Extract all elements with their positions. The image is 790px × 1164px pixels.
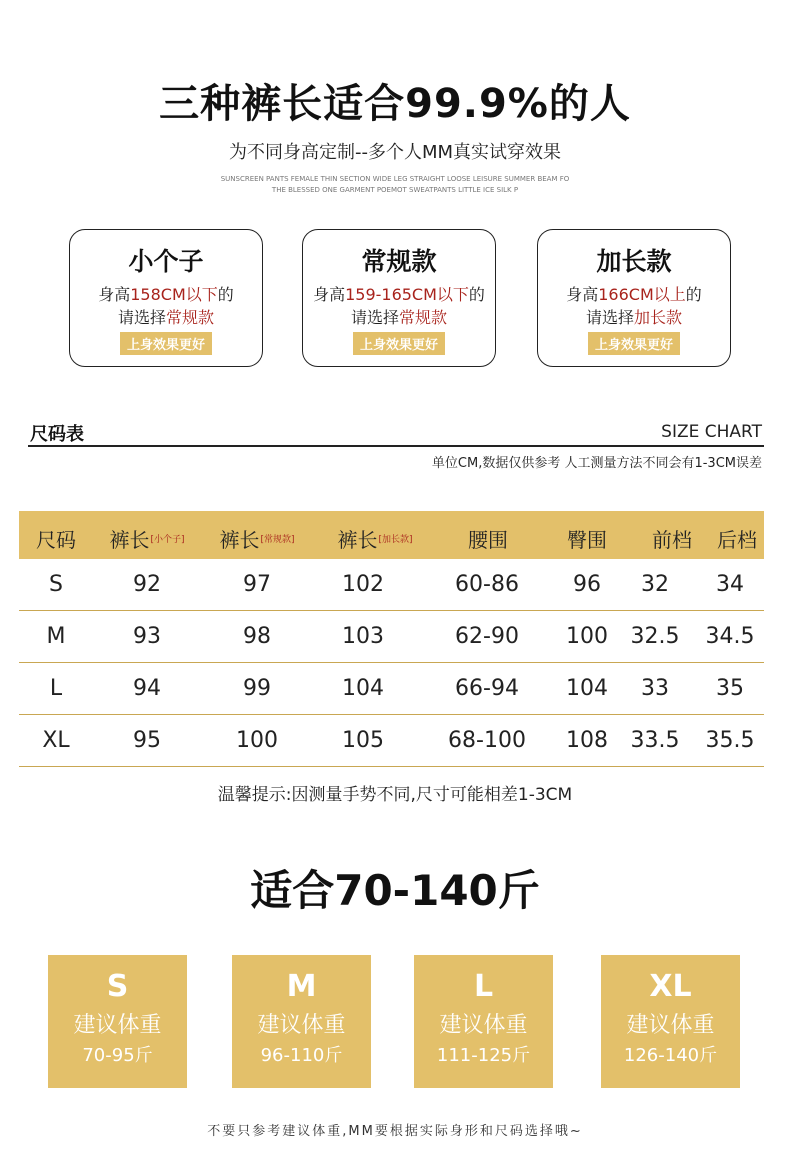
header-cell: 裤长 [加长款]: [337, 527, 413, 552]
length-card-regular: [302, 229, 496, 367]
weight-box-xl: [601, 955, 740, 1088]
size-chart-title-cn: 尺码表: [30, 424, 84, 445]
weight-label: 建议体重: [257, 1013, 346, 1038]
card-height-line: 身高158CM以下的: [98, 285, 234, 304]
table-cell: 34: [716, 572, 744, 597]
size-chart-title-en: SIZE CHART: [661, 422, 762, 442]
table-cell: XL: [42, 728, 70, 753]
table-cell: 100: [236, 728, 278, 753]
table-cell: 104: [566, 676, 608, 701]
table-cell: 35.5: [705, 728, 755, 753]
table-cell: 99: [243, 676, 271, 701]
header-cell: 尺码: [36, 527, 76, 552]
card-badge: 上身效果更好: [120, 332, 212, 355]
table-cell: 102: [342, 572, 384, 597]
table-cell: 34.5: [705, 624, 755, 649]
weight-range: 111-125斤: [436, 1045, 531, 1066]
weight-size: S: [106, 969, 129, 1004]
table-cell: 32.5: [630, 624, 680, 649]
card-height-line: 身高166CM以上的: [566, 285, 702, 304]
page-title: 三种裤长适合99.9%的人: [159, 81, 631, 127]
table-cell: 35: [716, 676, 744, 701]
footer-note: 不要只参考建议体重,MM要根据实际身形和尺码选择哦~: [207, 1124, 583, 1139]
header-cell: 前档: [652, 527, 692, 552]
weight-size: M: [286, 969, 317, 1004]
table-cell: 60-86: [455, 572, 519, 597]
header-cell: 裤长 [小个子]: [109, 527, 185, 552]
size-table-header: [19, 511, 764, 559]
weight-label: 建议体重: [626, 1013, 715, 1038]
table-cell: 93: [133, 624, 161, 649]
table-row: [19, 559, 764, 611]
table-cell: L: [49, 676, 63, 701]
table-cell: 98: [243, 624, 271, 649]
section-divider: [28, 445, 764, 447]
table-cell: 62-90: [455, 624, 519, 649]
table-cell: 92: [133, 572, 161, 597]
header-cell: 后档: [717, 527, 757, 552]
table-cell: M: [46, 624, 66, 649]
length-card-petite: [69, 229, 263, 367]
english-caption-line1: SUNSCREEN PANTS FEMALE THIN SECTION WIDE LEG STRAIGHT LOOSE LEISURE SUMMER BEAM FO: [220, 175, 570, 183]
size-table: [19, 511, 764, 767]
fit-weight-title: 适合70-140斤: [250, 866, 540, 915]
measurement-tip: 温馨提示:因测量手势不同,尺寸可能相差1-3CM: [217, 785, 573, 805]
card-title: 常规款: [361, 247, 437, 276]
card-height-line: 身高159-165CM以下的: [313, 285, 485, 304]
weight-size: XL: [649, 969, 692, 1004]
unit-note: 单位CM,数据仅供参考 人工测量方法不同会有1-3CM误差: [431, 456, 762, 471]
header-cell: 腰围: [468, 527, 508, 552]
weight-label: 建议体重: [439, 1013, 528, 1038]
length-card-long: [537, 229, 731, 367]
weight-label: 建议体重: [73, 1013, 162, 1038]
weight-box-m: [232, 955, 371, 1088]
table-cell: 95: [133, 728, 161, 753]
english-caption-line2: THE BLESSED ONE GARMENT POEMOT SWEATPANTS LITTLE ICE SILK P: [271, 186, 519, 194]
table-cell: 100: [566, 624, 608, 649]
card-title: 加长款: [596, 247, 672, 276]
table-cell: 104: [342, 676, 384, 701]
card-badge: 上身效果更好: [588, 332, 680, 355]
table-cell: 105: [342, 728, 384, 753]
card-choice-line: 请选择常规款: [117, 308, 215, 327]
weight-range: 126-140斤: [623, 1045, 718, 1066]
table-cell: 96: [573, 572, 601, 597]
weight-size: L: [473, 969, 494, 1004]
table-row: [19, 715, 764, 767]
table-cell: 108: [566, 728, 608, 753]
table-row: [19, 663, 764, 715]
header-cell: 裤长 [常规款]: [219, 527, 295, 552]
card-title: 小个子: [128, 247, 204, 276]
weight-box-s: [48, 955, 187, 1088]
table-cell: 103: [342, 624, 384, 649]
table-cell: S: [49, 572, 63, 597]
table-cell: 97: [243, 572, 271, 597]
table-cell: 94: [133, 676, 161, 701]
table-cell: 33.5: [630, 728, 680, 753]
table-cell: 32: [641, 572, 669, 597]
weight-range: 70-95斤: [82, 1045, 153, 1066]
header-cell: 臀围: [567, 527, 607, 552]
weight-range: 96-110斤: [260, 1045, 343, 1066]
card-badge: 上身效果更好: [353, 332, 445, 355]
weight-box-l: [414, 955, 553, 1088]
table-cell: 68-100: [448, 728, 526, 753]
table-row: [19, 611, 764, 663]
page-subtitle: 为不同身高定制--多个人MM真实试穿效果: [228, 142, 562, 163]
table-cell: 33: [641, 676, 669, 701]
card-choice-line: 请选择常规款: [350, 308, 448, 327]
card-choice-line: 请选择加长款: [585, 308, 683, 327]
table-cell: 66-94: [455, 676, 519, 701]
